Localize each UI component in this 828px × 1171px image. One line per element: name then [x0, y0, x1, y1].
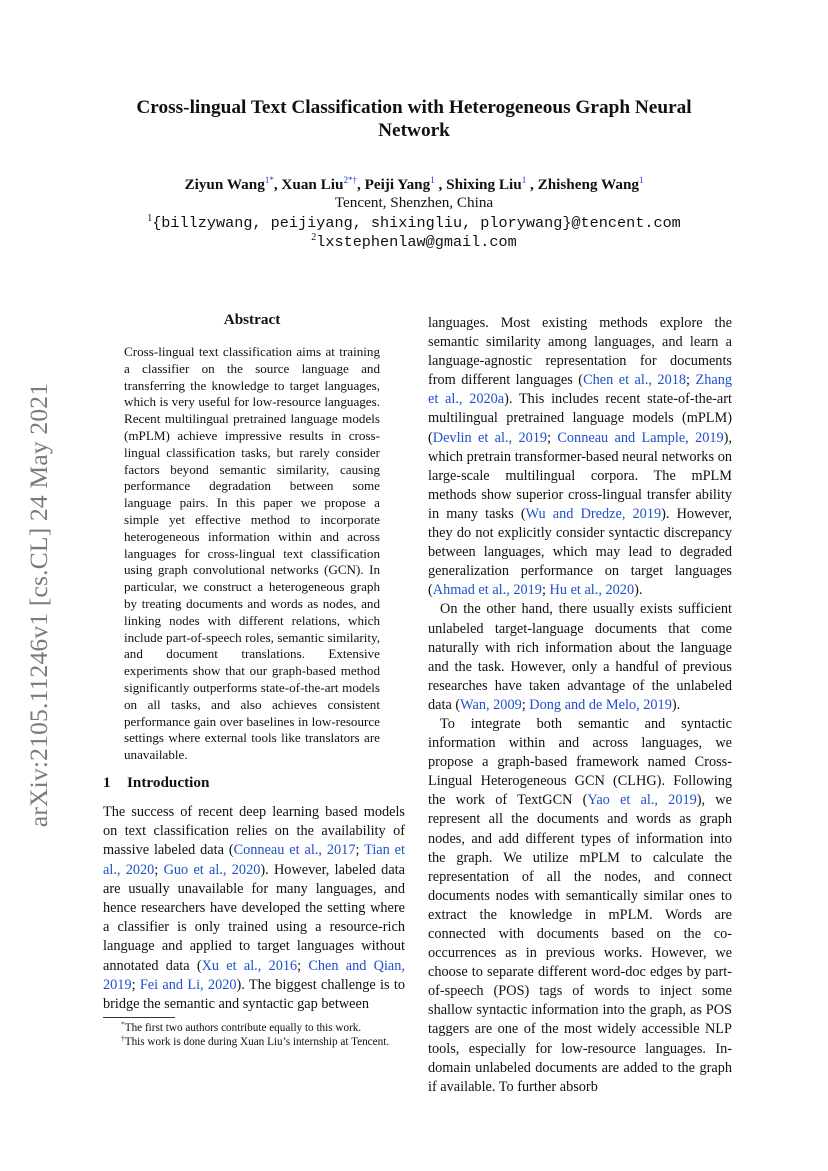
- citation-link[interactable]: Dong and de Melo, 2019: [529, 696, 672, 713]
- citation-link[interactable]: Wu and Dredze, 2019: [525, 505, 662, 522]
- author-name: Ziyun Wang: [184, 176, 265, 193]
- footnote: [103, 1021, 405, 1035]
- email-mark: 2: [311, 231, 317, 243]
- email-text: lxstephenlaw@gmail.com: [316, 233, 517, 251]
- footnote-text: This work is done during Xuan Liu’s internship at Tencent.: [124, 1036, 390, 1049]
- footnote-rule: [103, 1017, 175, 1018]
- right-column: [428, 314, 732, 1097]
- citation-link[interactable]: Yao et al., 2019: [587, 792, 697, 809]
- citation-link[interactable]: Hu et al., 2020: [549, 582, 635, 599]
- citation-link[interactable]: Xu et al., 2016: [201, 957, 298, 974]
- arxiv-stamp-text: arXiv:2105.11246v1 [cs.CL] 24 May 2021: [24, 382, 53, 828]
- citation-link[interactable]: Conneau et al., 2017: [233, 842, 356, 859]
- footnote-text: The first two authors contribute equally to this work.: [124, 1022, 362, 1034]
- footnotes: [103, 1021, 405, 1050]
- section-number: 1: [103, 774, 111, 791]
- section-title: Introduction: [127, 774, 210, 791]
- email-line-1: [100, 213, 728, 233]
- author-mark[interactable]: 1*: [264, 174, 274, 185]
- author-mark[interactable]: 2*†: [343, 174, 357, 185]
- footnote: [103, 1035, 405, 1049]
- citation-link[interactable]: Wan, 2009: [460, 696, 522, 713]
- citation-link[interactable]: Chen et al., 2018: [583, 372, 687, 389]
- paragraph: languages. Most existing methods explore the semantic similarity among languages, and learn a language-agnostic representation for documents from different languages (Chen et al., 2018; Zhang et al., 2020a). This includes recent state-of-the-art multilingual pretrained language models (mPLM) (Devlin et al., 2019; Conneau and Lample, 2019), which pretrain transformer-based neural networks on large-scale multilingual corpora. The mPLM methods show superior cross-lingual transfer ability in many tasks (Wu and Dredze, 2019). However, they do not explicitly consider syntactic discrepancy between languages, which may lead to degraded generalization performance on target languages (Ahmad et al., 2019; Hu et al., 2020).: [428, 315, 733, 599]
- citation-link[interactable]: Conneau and Lample, 2019: [557, 429, 724, 446]
- email-text: {billzywang, peijiyang, shixingliu, plorywang}@tencent.com: [152, 214, 681, 232]
- author-name: Xuan Liu: [281, 176, 344, 193]
- footnote-mark: *: [121, 1019, 125, 1029]
- affiliation: Tencent, Shenzhen, China: [334, 194, 494, 211]
- paragraph: On the other hand, there usually exists sufficient unlabeled target-language documents that come naturally with rich information about the language and the task. However, only a handful of previous researches have taken advantage of the unlabeled data (Wan, 2009; Dong and de Melo, 2019).: [428, 601, 732, 713]
- intro-paragraph: The success of recent deep learning based models on text classification relies on the availability of massive labeled data (Conneau et al., 2017; Tian et al., 2020; Guo et al., 2020). However, labeled data are usually unavailable for many languages, and hence researchers have developed the setting where a classifier is only trained using a resource-rich language and applied to target languages without annotated data (Xu et al., 2016; Chen and Qian, 2019; Fei and Li, 2020). The biggest challenge is to bridge the semantic and syntactic gap between: [103, 804, 406, 1013]
- abstract-heading: Abstract: [223, 311, 281, 328]
- author-name: Shixing Liu: [446, 176, 522, 193]
- paragraph: To integrate both semantic and syntactic information within and across languages, we propose a graph-based framework named Cross-Lingual Heterogeneous GCN (CLHG). Following the work of TextGCN (Yao et al., 2019), we represent all the documents and words as graph nodes, and add different types of information into the graph. We utilize mPLM to calculate the representation of all the nodes, and connect documents nodes with semantically similar ones to extract the knowledge in mPLM. Words are connected with documents based on the co-occurrences as in previous works. However, we choose to separate different word-doc edges by part-of-speech (POS) tags of words to inject some shallow syntactic information into the graph, as POS taggers are one of the most widely accessible NLP tools, especially for low-resource languages. In-domain unlabeled documents are added to the graph if available. To further absorb: [428, 715, 732, 1095]
- author-list: Ziyun Wang$^{1*}$, Xuan Liu$^{2*\dagger}$, Peiji Yang$^1$ , Shixing Liu$^1$ , Zhisheng Wang$^1$: [184, 174, 644, 193]
- email-mark: 1: [147, 212, 153, 224]
- section-heading-introduction: [103, 774, 209, 792]
- author-mark[interactable]: 1: [521, 174, 527, 185]
- citation-link[interactable]: Guo et al., 2020: [163, 861, 261, 878]
- citation-link[interactable]: Tian et al., 2020: [103, 842, 406, 878]
- author-name: Zhisheng Wang: [537, 176, 640, 193]
- arxiv-stamp: [14, 360, 64, 850]
- citation-link[interactable]: Fei and Li, 2020: [139, 976, 237, 993]
- author-mark[interactable]: 1: [430, 174, 435, 185]
- author-name: Peiji Yang: [364, 176, 431, 193]
- citation-link[interactable]: Devlin et al., 2019: [432, 429, 548, 446]
- citation-link[interactable]: Ahmad et al., 2019: [432, 582, 542, 599]
- abstract-body: Cross-lingual text classification aims at training a classifier on the source language and transferring the knowledge to target languages, which is very useful for low-resource languages. Recent multilingual pretrained language models (mPLM) achieve impressive results in cross-lingual classification tasks, but rarely consider factors beyond semantic similarity, causing performance degradation between some language pairs. In this paper we propose a simple yet effective method to incorporate heterogeneous information within and across languages for cross-lingual text classification using graph convolutional networks (GCN). In particular, we construct a heterogeneous graph by treating documents and words as nodes, and linking nodes with different relations, which include part-of-speech roles, semantic similarity, and document translations. Extensive experiments show that our graph-based method significantly outperforms state-of-the-art models on all tasks, and also achieves consistent performance gain over baselines in low-resource settings where external tools like translators are unavailable.: [124, 344, 380, 763]
- paper-title: Cross-lingual Text Classification with Heterogeneous Graph Neural Network: [136, 97, 692, 141]
- citation-link[interactable]: Zhang et al., 2020a: [428, 372, 732, 408]
- email-line-2: [100, 232, 728, 252]
- footnote-mark: †: [121, 1033, 125, 1043]
- author-mark[interactable]: 1: [639, 174, 644, 185]
- citation-link[interactable]: Chen and Qian, 2019: [103, 957, 406, 993]
